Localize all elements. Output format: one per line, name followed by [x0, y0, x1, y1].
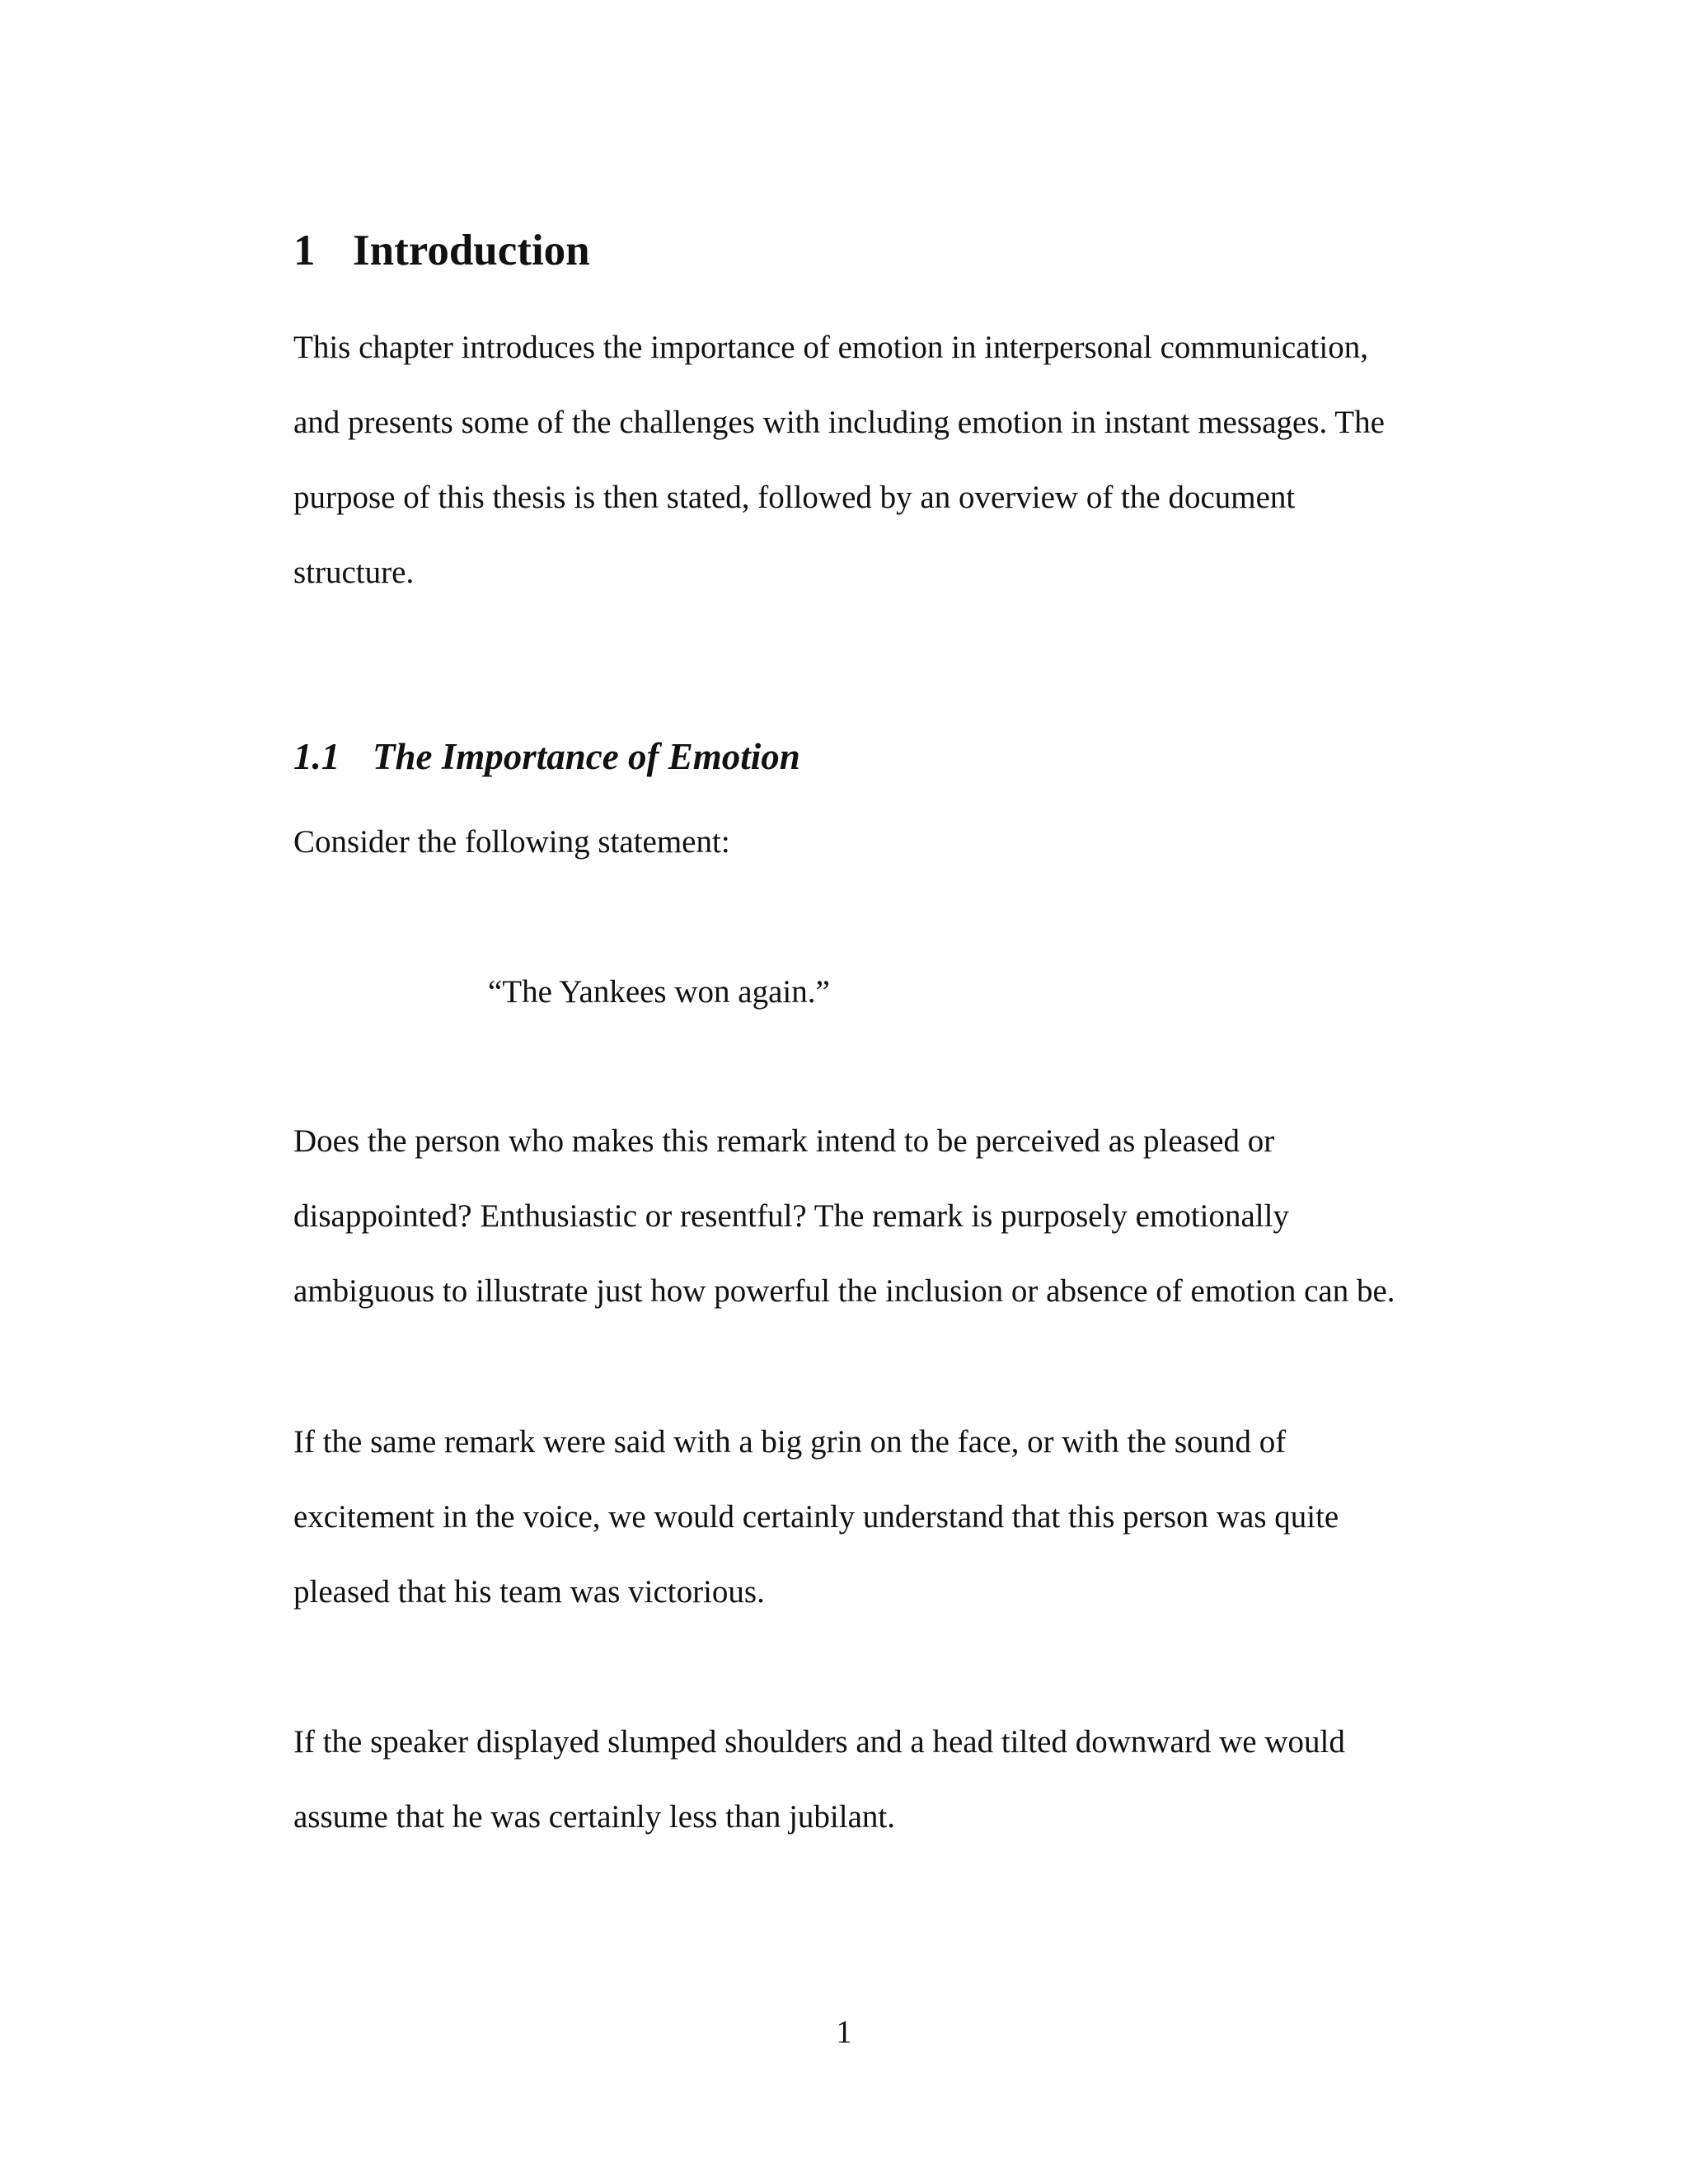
section-number: 1.1	[293, 736, 340, 777]
paragraph-line: Does the person who makes this remark intend to be perceived as pleased or	[293, 1123, 1275, 1159]
paragraph-line: If the speaker displayed slumped shoulders and a head tilted downward we would	[293, 1724, 1345, 1760]
consider-line: Consider the following statement:	[293, 824, 730, 860]
paragraph-line: assume that he was certainly less than jubilant.	[293, 1799, 895, 1835]
paragraph-line: structure.	[293, 555, 415, 590]
chapter-heading	[293, 224, 590, 277]
paragraph-line: and presents some of the challenges with including emotion in instant messages. The	[293, 405, 1385, 440]
page-number: 1	[836, 2014, 852, 2050]
paragraph-line: If the same remark were said with a big grin on the face, or with the sound of	[293, 1424, 1287, 1460]
paragraph-line: This chapter introduces the importance of emotion in interpersonal communication,	[293, 330, 1368, 365]
section-heading	[293, 733, 800, 780]
section-title: The Importance of Emotion	[373, 736, 800, 777]
chapter-number: 1	[293, 227, 316, 274]
paragraph-line: purpose of this thesis is then stated, followed by an overview of the document	[293, 480, 1296, 515]
block-quote: “The Yankees won again.”	[488, 974, 830, 1010]
chapter-title: Introduction	[353, 227, 590, 274]
paragraph-line: excitement in the voice, we would certainly understand that this person was quite	[293, 1499, 1339, 1535]
paragraph-line: pleased that his team was victorious.	[293, 1574, 765, 1610]
paragraph-line: disappointed? Enthusiastic or resentful? The remark is purposely emotionally	[293, 1198, 1289, 1234]
paragraph-line: ambiguous to illustrate just how powerful the inclusion or absence of emotion can be.	[293, 1273, 1395, 1309]
